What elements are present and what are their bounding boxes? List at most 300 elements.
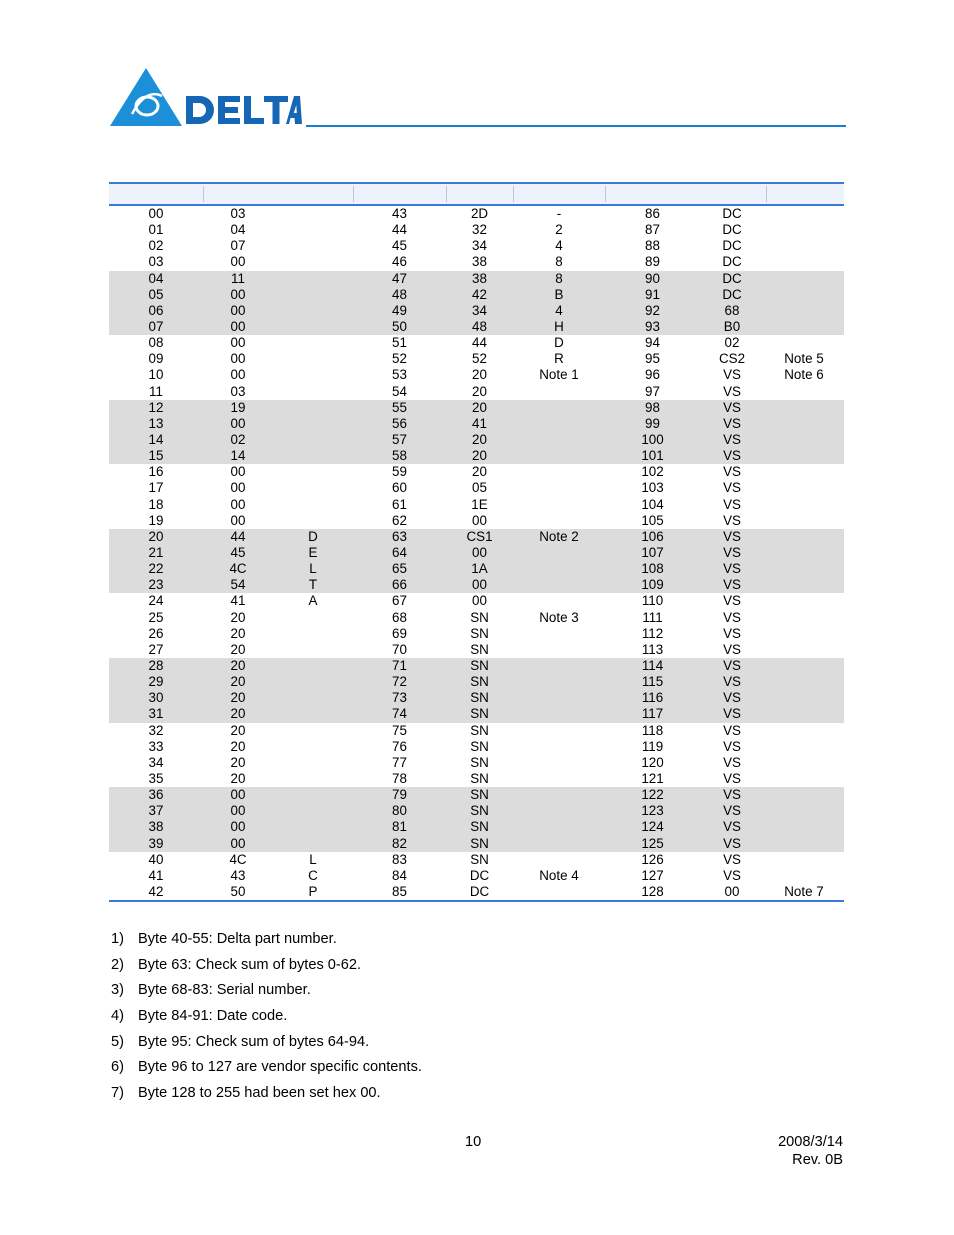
table-cell: 00 — [203, 303, 273, 319]
table-cell: 101 — [605, 448, 700, 464]
table-row — [109, 658, 844, 674]
table-cell — [273, 222, 353, 238]
table-cell — [273, 448, 353, 464]
table-cell: 10 — [148, 367, 164, 383]
table-row — [109, 384, 844, 400]
table-row — [109, 852, 844, 868]
table-cell: VS — [700, 658, 764, 674]
table-cell: 95 — [645, 351, 660, 367]
table-cell: 00 — [203, 819, 273, 835]
table-cell: 00 — [203, 416, 273, 432]
table-cell: 42 — [446, 287, 513, 303]
table-cell: Note 3 — [539, 609, 579, 625]
table-cell: SN — [446, 658, 513, 674]
table-cell: E — [273, 545, 353, 561]
table-cell: R — [554, 351, 564, 367]
table-cell — [513, 723, 605, 739]
table-cell: 18 — [148, 496, 164, 512]
table-cell: D — [273, 529, 353, 545]
table-cell: 38 — [109, 819, 203, 835]
table-cell: 00 — [203, 787, 273, 803]
table-cell: SN — [470, 770, 489, 786]
table-cell: 20 — [446, 432, 513, 448]
table-cell: 92 — [605, 303, 700, 319]
table-cell: DC — [700, 271, 764, 287]
table-cell: 00 — [472, 512, 487, 528]
table-cell: 55 — [353, 400, 446, 416]
table-cell: 68 — [700, 303, 764, 319]
note-text: Byte 84-91: Date code. — [138, 1008, 288, 1025]
table-cell: 20 — [230, 625, 246, 641]
table-cell: 83 — [392, 851, 407, 867]
table-cell: CS2 — [718, 351, 746, 367]
table-cell — [764, 303, 844, 319]
table-cell: 20 — [446, 400, 513, 416]
table-cell: SN — [470, 625, 489, 641]
table-cell — [513, 739, 605, 755]
table-cell: VS — [700, 674, 764, 690]
table-cell: DC — [722, 206, 742, 222]
table-cell: 03 — [230, 206, 246, 222]
table-cell: VS — [723, 512, 741, 528]
table-cell: 11 — [203, 271, 273, 287]
note-number: 3) — [111, 982, 124, 999]
table-cell: VS — [723, 641, 741, 657]
table-row — [109, 480, 844, 496]
table-cell: SN — [446, 690, 513, 706]
table-cell: 57 — [353, 432, 446, 448]
table-cell: 81 — [353, 819, 446, 835]
table-cell: 63 — [353, 529, 446, 545]
data-table — [109, 206, 844, 900]
table-cell: 38 — [472, 254, 487, 270]
table-cell: 78 — [392, 770, 407, 786]
table-cell: 03 — [230, 383, 246, 399]
table-cell — [273, 303, 353, 319]
table-cell: 26 — [148, 625, 164, 641]
table-cell — [513, 545, 605, 561]
note-text: Byte 95: Check sum of bytes 64-94. — [138, 1033, 370, 1050]
table-cell — [273, 416, 353, 432]
table-cell: 19 — [148, 512, 164, 528]
table-cell — [764, 852, 844, 868]
table-row — [109, 206, 844, 222]
table-cell: 80 — [353, 803, 446, 819]
table-cell: 15 — [109, 448, 203, 464]
table-cell: 72 — [353, 674, 446, 690]
table-cell: 20 — [109, 529, 203, 545]
table-cell — [273, 626, 353, 642]
table-cell — [764, 529, 844, 545]
table-cell: 20 — [203, 706, 273, 722]
table-cell: 00 — [203, 319, 273, 335]
table-cell — [764, 868, 844, 884]
table-cell: 25 — [148, 609, 164, 625]
table-cell: 4C — [229, 851, 247, 867]
table-row — [109, 497, 844, 513]
table-cell — [273, 335, 353, 351]
table-cell — [513, 513, 605, 529]
table-cell: 99 — [605, 416, 700, 432]
table-cell: 48 — [353, 287, 446, 303]
table-cell — [764, 222, 844, 238]
table-cell — [764, 206, 844, 222]
table-cell — [273, 835, 353, 851]
table-cell: 77 — [392, 754, 407, 770]
table-cell: VS — [723, 496, 741, 512]
table-cell: VS — [723, 383, 741, 399]
table-cell: 00 — [203, 803, 273, 819]
table-cell: 90 — [605, 271, 700, 287]
note-text: Byte 40-55: Delta part number. — [138, 931, 337, 947]
table-cell — [513, 658, 605, 674]
table-cell — [513, 577, 605, 593]
table-cell: VS — [700, 787, 764, 803]
table-row — [109, 545, 844, 561]
table-cell: 4 — [513, 303, 605, 319]
table-cell — [513, 819, 605, 835]
table-cell: 52 — [392, 351, 407, 367]
table-cell: 45 — [392, 238, 407, 254]
table-cell: 94 — [645, 335, 660, 351]
table-row — [109, 271, 844, 287]
table-cell — [513, 497, 605, 513]
table-cell: 108 — [605, 561, 700, 577]
table-cell: SN — [470, 722, 489, 738]
table-cell: Note 2 — [513, 529, 605, 545]
table-cell: 96 — [645, 367, 660, 383]
table-cell: 97 — [645, 383, 660, 399]
table-cell: 98 — [605, 400, 700, 416]
table-cell — [273, 755, 353, 771]
table-cell — [764, 432, 844, 448]
table-cell: 46 — [392, 254, 407, 270]
table-cell — [513, 835, 605, 851]
table-cell: 20 — [230, 770, 246, 786]
note-text: Byte 128 to 255 had been set hex 00. — [138, 1085, 381, 1102]
table-cell: VS — [723, 867, 741, 883]
table-cell — [273, 384, 353, 400]
table-cell: 104 — [641, 496, 664, 512]
table-cell: 27 — [148, 641, 164, 657]
table-cell: Note 6 — [784, 367, 824, 383]
table-row — [109, 561, 844, 577]
table-cell: 102 — [641, 464, 664, 480]
table-cell — [764, 723, 844, 739]
table-cell: 00 — [230, 512, 246, 528]
table-cell: 105 — [641, 512, 664, 528]
table-cell: 33 — [148, 738, 164, 754]
table-row — [109, 739, 844, 755]
table-cell: 51 — [392, 335, 407, 351]
table-cell — [764, 319, 844, 335]
table-cell — [764, 335, 844, 351]
table-cell: D — [554, 335, 564, 351]
table-cell: 115 — [605, 674, 700, 690]
table-cell: 54 — [392, 383, 407, 399]
table-cell: 42 — [148, 883, 164, 899]
table-cell: 00 — [230, 480, 246, 496]
table-cell: 68 — [392, 609, 407, 625]
table-cell: 8 — [513, 271, 605, 287]
table-cell — [764, 464, 844, 480]
table-cell — [513, 561, 605, 577]
note-item — [111, 955, 422, 981]
table-row — [109, 303, 844, 319]
table-cell: 32 — [472, 222, 487, 238]
table-cell — [273, 287, 353, 303]
table-cell: 19 — [203, 400, 273, 416]
table-cell — [764, 561, 844, 577]
table-row — [109, 642, 844, 658]
table-cell: 00 — [203, 835, 273, 851]
table-cell: 8 — [555, 254, 563, 270]
table-cell — [764, 819, 844, 835]
table-row — [109, 674, 844, 690]
table-cell: 121 — [641, 770, 664, 786]
table-cell: 44 — [472, 335, 487, 351]
table-cell: 00 — [446, 545, 513, 561]
table-cell — [273, 367, 353, 383]
table-cell: SN — [446, 706, 513, 722]
table-cell: 127 — [641, 867, 664, 883]
note-text: Byte 96 to 127 are vendor specific contents. — [138, 1059, 422, 1076]
table-cell — [513, 400, 605, 416]
table-cell: 116 — [605, 690, 700, 706]
table-cell: 103 — [641, 480, 664, 496]
table-cell — [273, 497, 353, 513]
table-cell: SN — [470, 738, 489, 754]
table-cell — [513, 852, 605, 868]
table-row — [109, 416, 844, 432]
table-cell — [513, 384, 605, 400]
note-text: Byte 63: Check sum of bytes 0-62. — [138, 956, 362, 973]
table-cell: 00 — [148, 206, 164, 222]
table-cell — [273, 351, 353, 367]
table-cell: 00 — [230, 464, 246, 480]
table-cell: C — [308, 867, 318, 883]
table-cell — [513, 642, 605, 658]
table-cell: 20 — [472, 464, 487, 480]
table-cell: 69 — [392, 625, 407, 641]
table-cell — [764, 787, 844, 803]
table-cell: 21 — [109, 545, 203, 561]
table-cell — [273, 206, 353, 222]
table-cell: 00 — [203, 287, 273, 303]
table-cell: 08 — [148, 335, 164, 351]
revision-label: Rev. 0B — [792, 1152, 843, 1168]
table-cell: VS — [723, 738, 741, 754]
table-row — [109, 626, 844, 642]
table-cell: 34 — [446, 303, 513, 319]
table-cell: 00 — [230, 367, 246, 383]
note-number: 7) — [111, 1085, 124, 1102]
table-cell — [764, 287, 844, 303]
table-cell — [764, 610, 844, 626]
table-cell — [764, 706, 844, 722]
table-row — [109, 319, 844, 335]
table-cell: 00 — [446, 577, 513, 593]
table-cell: L — [309, 851, 317, 867]
table-row — [109, 723, 844, 739]
table-cell: 14 — [109, 432, 203, 448]
table-cell: 53 — [392, 367, 407, 383]
table-cell: VS — [700, 819, 764, 835]
table-cell: 123 — [605, 803, 700, 819]
table-cell: 41 — [230, 593, 246, 609]
table-cell: VS — [723, 754, 741, 770]
table-cell — [764, 803, 844, 819]
table-cell: 117 — [605, 706, 700, 722]
table-cell — [513, 690, 605, 706]
table-cell: 01 — [148, 222, 164, 238]
table-cell — [513, 706, 605, 722]
table-cell: 126 — [641, 851, 664, 867]
table-cell — [273, 771, 353, 787]
note-text: Byte 68-83: Serial number. — [138, 982, 311, 999]
table-header-band — [109, 182, 844, 206]
table-cell: Note 7 — [784, 883, 824, 899]
table-row — [109, 335, 844, 351]
note-number: 4) — [111, 1008, 124, 1025]
table-cell: 12 — [109, 400, 203, 416]
table-cell: 58 — [353, 448, 446, 464]
table-cell: 124 — [605, 819, 700, 835]
table-cell: VS — [723, 367, 741, 383]
table-cell: 45 — [203, 545, 273, 561]
table-cell: 20 — [446, 448, 513, 464]
table-cell: 36 — [109, 787, 203, 803]
table-cell: 30 — [109, 690, 203, 706]
note-item — [111, 1083, 422, 1109]
table-cell: 75 — [392, 722, 407, 738]
note-number: 2) — [111, 956, 124, 973]
table-cell: 4C — [203, 561, 273, 577]
table-cell — [273, 319, 353, 335]
table-cell — [273, 642, 353, 658]
table-cell: 00 — [472, 593, 487, 609]
table-row — [109, 529, 844, 545]
eeprom-table — [109, 182, 844, 902]
table-cell: 40 — [148, 851, 164, 867]
table-row — [109, 513, 844, 529]
table-cell: 120 — [641, 754, 664, 770]
table-cell: 14 — [203, 448, 273, 464]
table-cell: 109 — [605, 577, 700, 593]
table-cell: 93 — [605, 319, 700, 335]
table-cell: P — [308, 883, 318, 899]
table-cell: 16 — [148, 464, 164, 480]
table-row — [109, 690, 844, 706]
table-cell: SN — [470, 641, 489, 657]
table-cell: VS — [723, 851, 741, 867]
table-cell: 87 — [645, 222, 660, 238]
table-cell: VS — [723, 625, 741, 641]
table-cell: VS — [700, 400, 764, 416]
table-cell: VS — [700, 690, 764, 706]
table-cell: 44 — [392, 222, 407, 238]
table-cell: VS — [723, 722, 741, 738]
table-cell: 20 — [203, 674, 273, 690]
note-item — [111, 1032, 422, 1058]
table-cell — [764, 480, 844, 496]
table-cell — [513, 432, 605, 448]
table-cell: DC — [722, 222, 742, 238]
table-cell: 100 — [605, 432, 700, 448]
table-cell: VS — [700, 529, 764, 545]
table-cell: 112 — [641, 625, 664, 641]
table-cell: 00 — [230, 496, 246, 512]
table-cell: Note 5 — [784, 351, 824, 367]
table-cell: 89 — [645, 254, 660, 270]
table-cell: 05 — [472, 480, 487, 496]
table-cell: 11 — [149, 383, 163, 399]
table-cell: 20 — [230, 754, 246, 770]
table-row — [109, 238, 844, 254]
table-cell: L — [273, 561, 353, 577]
table-cell: 24 — [148, 593, 164, 609]
table-cell: VS — [723, 464, 741, 480]
table-cell: 09 — [148, 351, 164, 367]
table-cell — [764, 739, 844, 755]
delta-logo — [110, 66, 302, 128]
table-cell — [764, 384, 844, 400]
table-cell: 65 — [353, 561, 446, 577]
table-cell — [764, 254, 844, 270]
table-cell: 62 — [392, 512, 407, 528]
table-cell — [764, 416, 844, 432]
table-cell: 43 — [230, 867, 246, 883]
table-cell: DC — [700, 287, 764, 303]
table-cell: 52 — [472, 351, 487, 367]
table-cell: SN — [470, 851, 489, 867]
table-cell — [764, 642, 844, 658]
table-cell: 00 — [230, 335, 246, 351]
table-cell: 79 — [353, 787, 446, 803]
table-cell: 37 — [109, 803, 203, 819]
table-cell: VS — [700, 706, 764, 722]
table-cell — [513, 755, 605, 771]
table-cell — [764, 690, 844, 706]
table-cell: 20 — [472, 383, 487, 399]
table-cell: 76 — [392, 738, 407, 754]
table-cell: 50 — [353, 319, 446, 335]
table-cell: SN — [446, 674, 513, 690]
table-cell: 32 — [148, 722, 164, 738]
table-cell — [273, 271, 353, 287]
note-number: 5) — [111, 1033, 124, 1050]
table-cell: SN — [446, 835, 513, 851]
table-cell — [764, 271, 844, 287]
table-cell: 00 — [230, 254, 246, 270]
table-cell — [273, 690, 353, 706]
table-cell — [764, 513, 844, 529]
table-cell — [513, 674, 605, 690]
table-cell: VS — [700, 545, 764, 561]
table-cell — [273, 464, 353, 480]
table-cell: Note 1 — [539, 367, 579, 383]
table-cell: SN — [470, 609, 489, 625]
table-cell: VS — [700, 416, 764, 432]
table-cell — [764, 497, 844, 513]
table-cell: 54 — [203, 577, 273, 593]
table-cell: H — [513, 319, 605, 335]
table-cell: 2 — [555, 222, 563, 238]
table-cell — [764, 755, 844, 771]
table-cell — [273, 658, 353, 674]
table-cell: VS — [700, 835, 764, 851]
table-cell: 44 — [203, 529, 273, 545]
